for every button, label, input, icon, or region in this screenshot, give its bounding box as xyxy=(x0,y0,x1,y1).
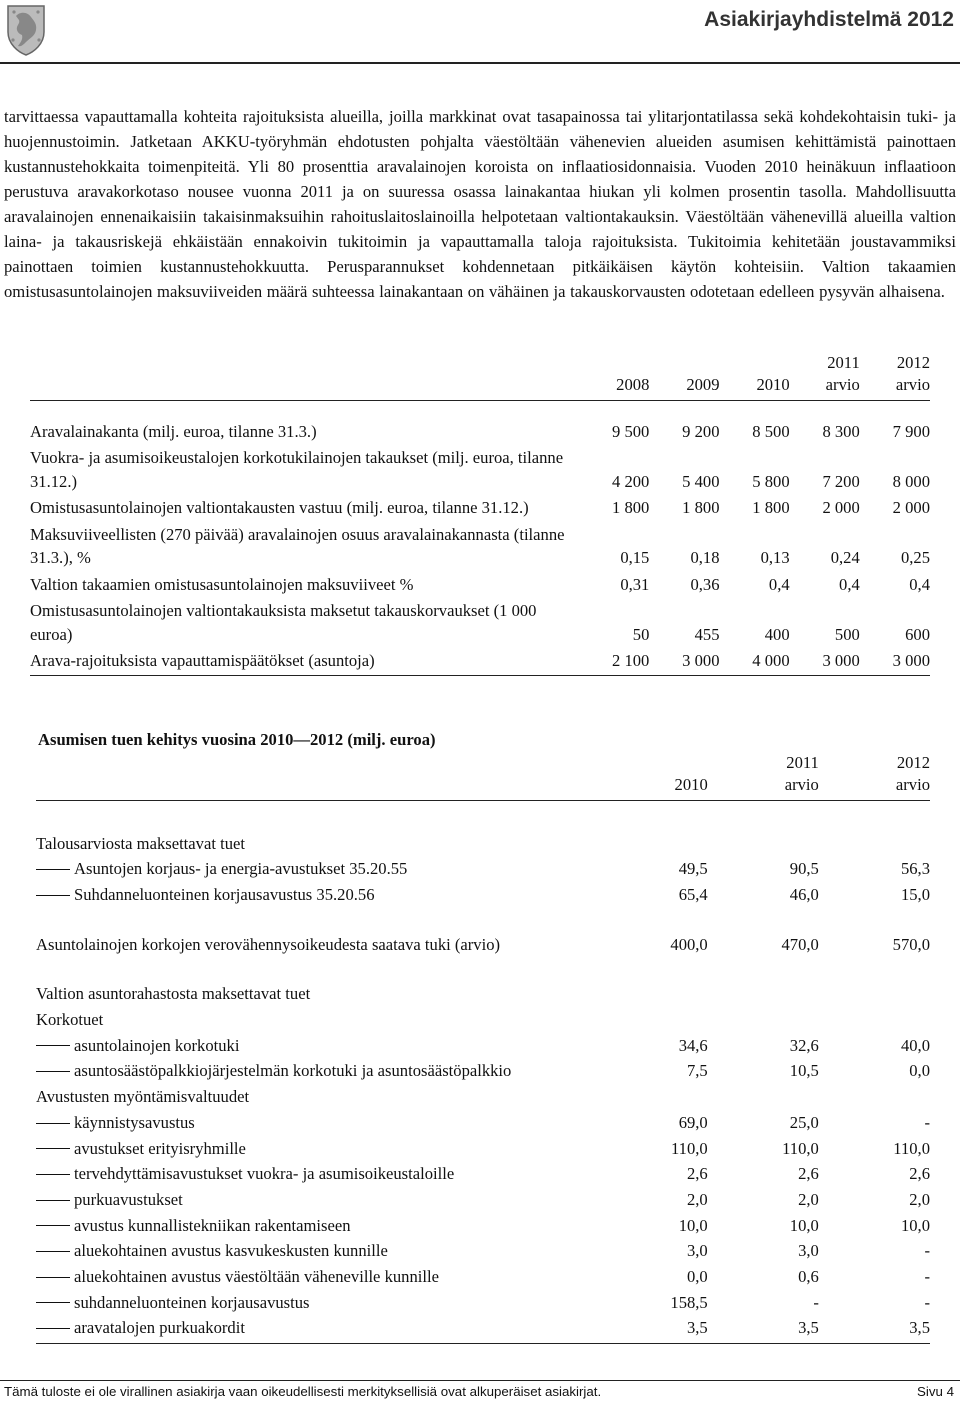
table-row xyxy=(36,1187,930,1213)
cell-value: 0,4 xyxy=(768,574,790,594)
cell-value: 7 900 xyxy=(892,421,930,441)
cell-value: 69,0 xyxy=(678,1112,708,1132)
row-label: Asuntolainojen korkojen verovähennysoikeudesta saatava tuki (arvio) xyxy=(36,934,501,954)
table-row xyxy=(36,1213,930,1239)
cell-value: 0,18 xyxy=(690,548,720,567)
header-rule-row xyxy=(36,801,930,831)
cell-value: 10,0 xyxy=(789,1215,819,1235)
column-header: 2010 xyxy=(756,375,790,394)
cell-value: 1 800 xyxy=(752,498,790,517)
table-row xyxy=(36,981,930,1007)
table-row xyxy=(30,445,930,495)
table-row xyxy=(30,648,930,675)
cell-value: 65,4 xyxy=(678,884,708,904)
cell-value: 15,0 xyxy=(900,884,930,904)
cell-value: 0,4 xyxy=(839,574,860,594)
coat-of-arms-icon xyxy=(4,2,48,57)
row-label: Omistusasuntolainojen valtiontakausten vastuu (milj. euroa, tilanne 31.12.) xyxy=(30,498,529,517)
row-label: Vuokra- ja asumisoikeustalojen korkotukilainojen takaukset (milj. euroa, tilanne 31.12.) xyxy=(30,448,564,491)
em-dash-bullet xyxy=(36,1302,70,1303)
cell-value: 3 000 xyxy=(649,648,719,675)
cell-value: 40,0 xyxy=(900,1035,930,1055)
cell-value: 5 400 xyxy=(682,471,720,491)
cell-value: 10,0 xyxy=(900,1215,930,1235)
column-header: 2012 arvio xyxy=(895,353,930,394)
spacer-row xyxy=(36,908,930,932)
cell-value: 0,15 xyxy=(620,548,650,567)
cell-value: 400 xyxy=(764,624,790,644)
em-dash-bullet xyxy=(36,1225,70,1226)
cell-value: - xyxy=(924,1267,930,1287)
table-row xyxy=(36,1007,930,1033)
table-row xyxy=(30,495,930,522)
rule-cell xyxy=(30,401,930,419)
cell-value: 0,25 xyxy=(900,548,930,567)
row-label: käynnistysavustus xyxy=(36,1110,597,1136)
row-label: Talousarviosta maksettavat tuet xyxy=(36,833,245,853)
cell-value: 455 xyxy=(694,624,720,644)
row-label: Valtion asuntorahastosta maksettavat tuet xyxy=(36,984,311,1004)
cell-value: 5 800 xyxy=(752,471,790,491)
cell-value: 2,6 xyxy=(909,1164,930,1184)
table-row xyxy=(36,1315,930,1343)
cell-value: - xyxy=(813,1292,819,1312)
cell-value xyxy=(708,1084,819,1110)
cell-value xyxy=(597,1084,708,1110)
header-spacer xyxy=(30,352,579,401)
cell-value: 2,0 xyxy=(798,1189,819,1209)
cell-value xyxy=(597,981,708,1007)
header-divider xyxy=(0,62,960,64)
em-dash-bullet xyxy=(36,895,70,896)
cell-value: 4 000 xyxy=(720,648,790,675)
cell-value: 0,31 xyxy=(620,574,650,594)
row-label: Avustusten myöntämisvaltuudet xyxy=(36,1087,250,1107)
table-row xyxy=(36,856,930,882)
em-dash-bullet xyxy=(36,1277,70,1278)
cell-value xyxy=(597,831,708,857)
table-row xyxy=(36,1058,930,1084)
cell-value: 110,0 xyxy=(782,1138,819,1158)
table-row xyxy=(30,522,930,572)
cell-value xyxy=(819,981,930,1007)
table-row xyxy=(36,1161,930,1187)
cell-value xyxy=(708,831,819,857)
row-label: Suhdanneluonteinen korjausavustus 35.20.56 xyxy=(36,882,597,908)
em-dash-bullet xyxy=(36,1123,70,1124)
table-row xyxy=(36,1290,930,1316)
row-label: suhdanneluonteinen korjausavustus xyxy=(36,1290,597,1316)
cell-value: 0,0 xyxy=(686,1267,708,1287)
rule-cell xyxy=(36,801,930,831)
column-header: 2011 arvio xyxy=(784,753,819,794)
column-header: 2011 arvio xyxy=(825,353,860,394)
em-dash-bullet xyxy=(36,1251,70,1252)
cell-value: 7,5 xyxy=(686,1061,708,1081)
table-row xyxy=(36,1238,930,1264)
row-label: tervehdyttämisavustukset vuokra- ja asumisoikeustaloille xyxy=(36,1161,597,1187)
header-rule-row xyxy=(30,401,930,419)
cell-value: 110,0 xyxy=(893,1138,930,1158)
row-label: avustus kunnallistekniikan rakentamiseen xyxy=(36,1213,597,1239)
cell-value xyxy=(819,1007,930,1033)
cell-value: 0,6 xyxy=(798,1267,819,1287)
header-row xyxy=(36,752,930,801)
cell-value: 8 300 xyxy=(822,421,860,441)
footer-disclaimer: Tämä tuloste ei ole virallinen asiakirja vaan oikeudellisesti merkityksellisiä ovat alkuperäiset asiakirjat. xyxy=(4,1384,602,1399)
row-label: Korkotuet xyxy=(36,1010,104,1030)
table-row xyxy=(36,1264,930,1290)
cell-value: 0,0 xyxy=(909,1061,930,1081)
cell-value: 3 000 xyxy=(790,648,860,675)
em-dash-bullet xyxy=(36,1148,70,1149)
cell-value xyxy=(597,1007,708,1033)
cell-value: 2,0 xyxy=(909,1189,930,1209)
cell-value: 2,6 xyxy=(798,1164,819,1184)
cell-value: 7 200 xyxy=(822,471,860,491)
cell-value: 3,5 xyxy=(819,1315,930,1343)
table2-title: Asumisen tuen kehitys vuosina 2010—2012 (milj. euroa) xyxy=(38,730,436,749)
cell-value xyxy=(708,981,819,1007)
row-label: avustukset erityisryhmille xyxy=(36,1136,597,1162)
cell-value xyxy=(708,1007,819,1033)
cell-value: 470,0 xyxy=(781,934,819,954)
cell-value: 0,24 xyxy=(830,548,860,567)
statistics-table xyxy=(30,352,930,676)
row-label: Omistusasuntolainojen valtiontakauksista maksetut takauskorvaukset (1 000 euroa) xyxy=(30,601,537,644)
cell-value: 600 xyxy=(905,624,930,644)
spacer-row xyxy=(36,957,930,981)
cell-value: 46,0 xyxy=(789,884,819,904)
row-label: Maksuviiveellisten (270 päivää) aravalainojen osuus aravalainakannasta (tilanne 31.3.), % xyxy=(30,524,565,567)
row-label: asuntosäästöpalkkiojärjestelmän korkotuki ja asuntosäästöpalkkio xyxy=(36,1058,597,1084)
cell-value: 0,13 xyxy=(760,548,790,567)
housing-support-table xyxy=(36,752,930,1344)
column-header: 2009 xyxy=(686,375,720,394)
cell-value: 25,0 xyxy=(789,1112,819,1132)
cell-value: 110,0 xyxy=(671,1138,708,1158)
cell-value: 10,5 xyxy=(789,1061,819,1081)
cell-value: - xyxy=(924,1112,930,1132)
table-row xyxy=(36,831,930,857)
cell-value: 3,0 xyxy=(686,1241,708,1261)
em-dash-bullet xyxy=(36,1200,70,1201)
footer-divider xyxy=(0,1380,960,1381)
table-row xyxy=(30,572,930,599)
cell-value: 8 500 xyxy=(752,421,790,441)
cell-value: 400,0 xyxy=(670,934,708,954)
em-dash-bullet xyxy=(36,869,70,870)
cell-value: 158,5 xyxy=(670,1292,708,1312)
table-row xyxy=(36,932,930,958)
cell-value: - xyxy=(924,1292,930,1312)
cell-value: 2 000 xyxy=(822,498,860,517)
table-row xyxy=(36,1033,930,1059)
cell-value: 3 000 xyxy=(860,648,930,675)
cell-value: 90,5 xyxy=(789,859,819,879)
document-title: Asiakirjayhdistelmä 2012 xyxy=(704,8,954,31)
row-label: aluekohtainen avustus kasvukeskusten kunnille xyxy=(36,1238,597,1264)
column-header: 2008 xyxy=(616,375,650,394)
table-row xyxy=(36,1110,930,1136)
header-row xyxy=(30,352,930,401)
cell-value: 49,5 xyxy=(678,859,708,879)
row-label: Asuntojen korjaus- ja energia-avustukset 35.20.55 xyxy=(36,856,597,882)
table-row xyxy=(30,419,930,446)
cell-value: 3,5 xyxy=(597,1315,708,1343)
cell-value xyxy=(819,831,930,857)
row-label: aravatalojen purkuakordit xyxy=(36,1315,597,1343)
table-row xyxy=(36,1084,930,1110)
cell-value: 1 800 xyxy=(612,498,650,517)
page-number: Sivu 4 xyxy=(917,1384,954,1399)
cell-value: 2,6 xyxy=(686,1164,708,1184)
em-dash-bullet xyxy=(36,1174,70,1175)
row-label: purkuavustukset xyxy=(36,1187,597,1213)
cell-value: 3,5 xyxy=(708,1315,819,1343)
row-label: asuntolainojen korkotuki xyxy=(36,1033,597,1059)
em-dash-bullet xyxy=(36,1045,70,1046)
cell-value: 1 800 xyxy=(682,498,720,517)
cell-value: 570,0 xyxy=(892,934,930,954)
table-row xyxy=(36,1136,930,1162)
cell-value: 2 100 xyxy=(579,648,649,675)
row-label: Aravalainakanta (milj. euroa, tilanne 31.3.) xyxy=(30,421,317,441)
cell-value: 34,6 xyxy=(678,1035,708,1055)
table-row xyxy=(36,882,930,908)
cell-value xyxy=(819,1084,930,1110)
cell-value: 0,4 xyxy=(909,574,930,594)
cell-value: 3,0 xyxy=(798,1241,819,1261)
cell-value: 8 000 xyxy=(892,471,930,491)
header-spacer xyxy=(36,752,597,801)
em-dash-bullet xyxy=(36,1328,70,1329)
body-paragraph: tarvittaessa vapauttamalla kohteita rajoituksista alueilla, joilla markkinat ovat tasapainossa tai ylitarjontatilassa sekä kohdekohtaisin tuki- ja huojennustoimin. Jatketaan AKKU-työryhmän ehdotusten pohjalta väestöltään vähenevien alueiden asumisen kehittämistä painottaen kustannustehokkaita toimenpiteitä. Yli 80 prosenttia aravalainojen koroista on inflaatiosidonnaisia. Vuoden 2010 heinäkuun inflaatioon perustuva aravakorkotaso nousee vuonna 2011 ja on suuressa osassa lainakantaa hiukan yli kolmen prosentin tasolla. Mahdollisuutta aravalainojen ennenaikaisiin takaisinmaksuihin rahoituslaitoslainoilla helpotetaan valtiontakauksin. Väestöltään vähenevillä alueilla valtion laina- ja takausriskejä ehkäistään ennakoivin tukitoimin ja vapauttamalla taloja rajoituksista. Tukitoimia kehitetään joustavammiksi painottaen toimien kustannustehokkuutta. Perusparannukset kohdennetaan pitkäikäisen käytön kohteisiin. Valtion takaamien omistusasuntolainojen maksuviiveiden määrä suhteessa lainakantaan on vähäinen ja takauskorvausten odotetaan edelleen pysyvän alhaisena. xyxy=(4,107,956,301)
cell-value: 10,0 xyxy=(678,1215,708,1235)
cell-value: 9 200 xyxy=(682,421,720,441)
cell-value: 2,0 xyxy=(686,1189,708,1209)
cell-value: 56,3 xyxy=(900,859,930,879)
cell-value: 500 xyxy=(834,624,860,644)
spacer-cell xyxy=(36,908,930,932)
row-label: aluekohtainen avustus väestöltään väheneville kunnille xyxy=(36,1264,597,1290)
spacer-cell xyxy=(36,957,930,981)
em-dash-bullet xyxy=(36,1071,70,1072)
column-header: 2012 arvio xyxy=(895,753,930,794)
row-label: Arava-rajoituksista vapauttamispäätökset (asuntoja) xyxy=(30,648,579,675)
cell-value: 2 000 xyxy=(892,498,930,517)
cell-value: - xyxy=(924,1241,930,1261)
cell-value: 0,36 xyxy=(690,574,720,594)
cell-value: 32,6 xyxy=(789,1035,819,1055)
table-row xyxy=(30,598,930,648)
row-label: Valtion takaamien omistusasuntolainojen maksuviiveet % xyxy=(30,574,414,594)
cell-value: 9 500 xyxy=(612,421,650,441)
cell-value: 4 200 xyxy=(612,471,650,491)
cell-value: 50 xyxy=(632,624,650,644)
column-header: 2010 xyxy=(674,775,708,794)
